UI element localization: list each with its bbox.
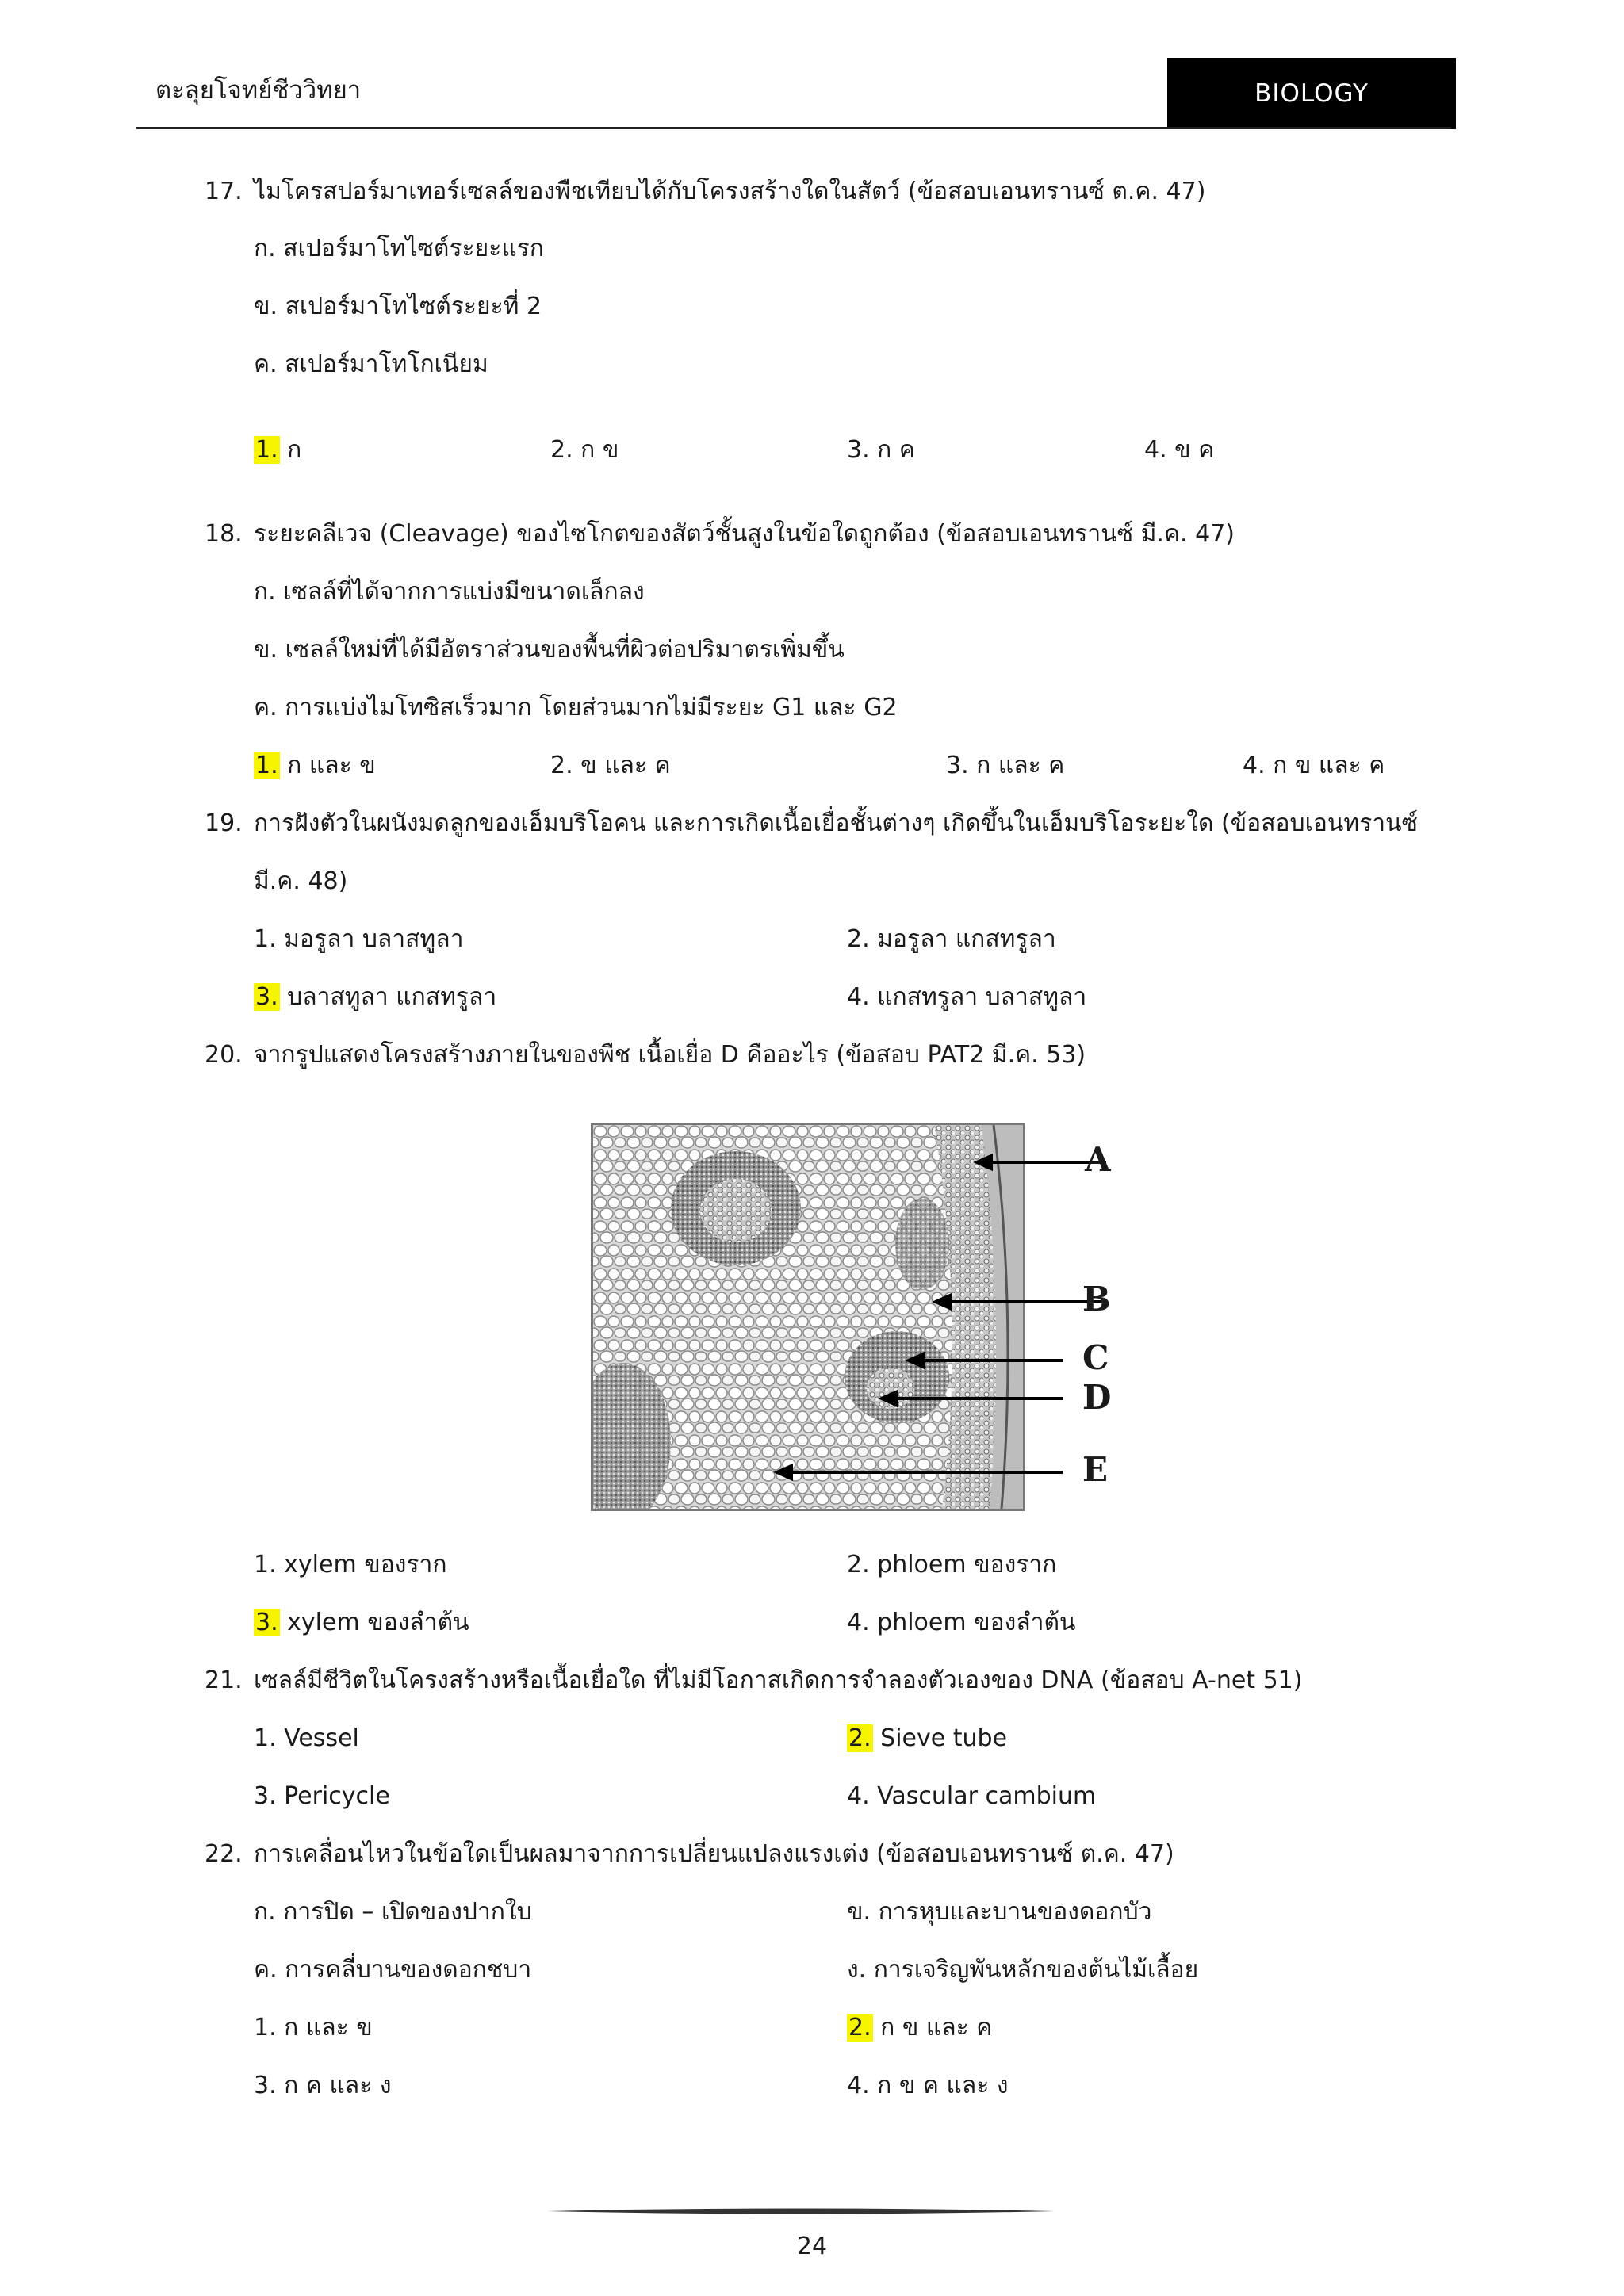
figure-label-b: B — [1082, 1280, 1111, 1318]
answer-highlight: 3. — [255, 1609, 278, 1636]
question-20-choice-1: 1. xylem ของราก — [254, 1551, 447, 1578]
question-21-number: 21. — [205, 1667, 243, 1694]
question-21-choice-4: 4. Vascular cambium — [847, 1782, 1097, 1810]
question-17-choice-2: 2. ก ข — [550, 436, 619, 464]
footer-ornament-line — [547, 2207, 1055, 2215]
question-18-text: ระยะคลีเวจ (Cleavage) ของไซโกตของสัตว์ชั้นสูงในข้อใดถูกต้อง (ข้อสอบเอนทรานซ์ มี.ค. 47) — [254, 520, 1235, 548]
answer-highlight: 1. — [255, 752, 278, 779]
question-20-choice-3: 3. xylem ของลำต้น — [255, 1609, 469, 1636]
question-21-choice-1: 1. Vessel — [254, 1724, 359, 1752]
answer-highlight: 2. — [848, 1724, 871, 1752]
question-22-choice-2: 2. ก ข และ ค — [848, 2014, 993, 2042]
answer-highlight: 1. — [255, 436, 278, 464]
subject-badge: BIOLOGY — [1167, 58, 1456, 129]
page-number: 24 — [796, 2233, 828, 2260]
question-22-number: 22. — [205, 1840, 243, 1868]
question-18-choice-3: 3. ก และ ค — [946, 752, 1065, 779]
question-19-text-continued: มี.ค. 48) — [254, 867, 348, 895]
question-18-statement-a: ก. เซลล์ที่ได้จากการแบ่งมีขนาดเล็กลง — [254, 578, 645, 606]
question-18-number: 18. — [205, 520, 243, 548]
question-21-choice-2: 2. Sieve tube — [848, 1724, 1008, 1752]
figure-label-a: A — [1085, 1140, 1111, 1179]
question-18-statement-c: ค. การแบ่งไมโทซิสเร็วมาก โดยส่วนมากไม่มีระยะ G1 และ G2 — [254, 694, 898, 721]
question-17-statement-c: ค. สเปอร์มาโทโกเนียม — [254, 350, 488, 378]
question-20-number: 20. — [205, 1041, 243, 1069]
question-20-text: จากรูปแสดงโครงสร้างภายในของพืช เนื้อเยื่อ D คืออะไร (ข้อสอบ PAT2 มี.ค. 53) — [254, 1041, 1086, 1069]
question-19-choice-1: 1. มอรูลา บลาสทูลา — [254, 925, 464, 953]
figure-label-e: E — [1082, 1450, 1109, 1489]
question-18-statement-b: ข. เซลล์ใหม่ที่ได้มีอัตราส่วนของพื้นที่ผิวต่อปริมาตรเพิ่มขึ้น — [254, 636, 845, 664]
question-17-statement-b: ข. สเปอร์มาโทไซต์ระยะที่ 2 — [254, 293, 542, 320]
question-20-choice-4: 4. phloem ของลำต้น — [847, 1609, 1076, 1636]
question-22-text: การเคลื่อนไหวในข้อใดเป็นผลมาจากการเปลี่ยนแปลงแรงเต่ง (ข้อสอบเอนทรานซ์ ต.ค. 47) — [254, 1840, 1174, 1868]
question-22-choice-3: 3. ก ค และ ง — [254, 2072, 392, 2099]
question-20-choice-2: 2. phloem ของราก — [847, 1551, 1057, 1578]
question-22-statement-c: ค. การคลี่บานของดอกชบา — [254, 1956, 532, 1984]
question-17-choice-1: 1. ก — [255, 436, 302, 464]
question-18-choice-4: 4. ก ข และ ค — [1243, 752, 1385, 779]
question-17-number: 17. — [205, 178, 243, 205]
question-19-choice-2: 2. มอรูลา แกสทรูลา — [847, 925, 1056, 953]
question-22-statement-d: ง. การเจริญพันหลักของต้นไม้เลื้อย — [847, 1956, 1199, 1984]
question-17-choice-3: 3. ก ค — [847, 436, 915, 464]
question-22-choice-1: 1. ก และ ข — [254, 2014, 373, 2042]
question-22-choice-4: 4. ก ข ค และ ง — [847, 2072, 1009, 2099]
figure-label-c: C — [1082, 1338, 1109, 1377]
question-19-choice-4: 4. แกสทรูลา บลาสทูลา — [847, 983, 1087, 1011]
question-18-choice-1: 1. ก และ ข — [255, 752, 376, 779]
question-17-text: ไมโครสปอร์มาเทอร์เซลล์ของพืชเทียบได้กับโครงสร้างใดในสัตว์ (ข้อสอบเอนทรานซ์ ต.ค. 47) — [254, 178, 1206, 205]
question-21-text: เซลล์มีชีวิตในโครงสร้างหรือเนื้อเยื่อใด ที่ไม่มีโอกาสเกิดการจำลองตัวเองของ DNA (ข้อสอบ A-net 51) — [254, 1667, 1303, 1694]
question-19-choice-3: 3. บลาสทูลา แกสทรูลา — [255, 983, 497, 1011]
question-19-text: การฝังตัวในผนังมดลูกของเอ็มบริโอคน และการเกิดเนื้อเยื่อชั้นต่างๆ เกิดขึ้นในเอ็มบริโอระยะใด (ข้อสอบเอนทรานซ์ — [254, 809, 1418, 837]
answer-highlight: 2. — [848, 2014, 871, 2042]
question-21-choice-3: 3. Pericycle — [254, 1782, 390, 1810]
question-17-statement-a: ก. สเปอร์มาโทไซต์ระยะแรก — [254, 235, 544, 262]
question-22-statement-b: ข. การหุบและบานของดอกบัว — [847, 1898, 1152, 1926]
running-header-title: ตะลุยโจทย์ชีววิทยา — [155, 76, 362, 105]
answer-highlight: 3. — [255, 983, 278, 1011]
question-18-choice-2: 2. ข และ ค — [550, 752, 671, 779]
question-17-choice-4: 4. ข ค — [1144, 436, 1215, 464]
question-22-statement-a: ก. การปิด – เปิดของปากใบ — [254, 1898, 532, 1926]
question-19-number: 19. — [205, 809, 243, 837]
figure-label-d: D — [1082, 1378, 1112, 1417]
